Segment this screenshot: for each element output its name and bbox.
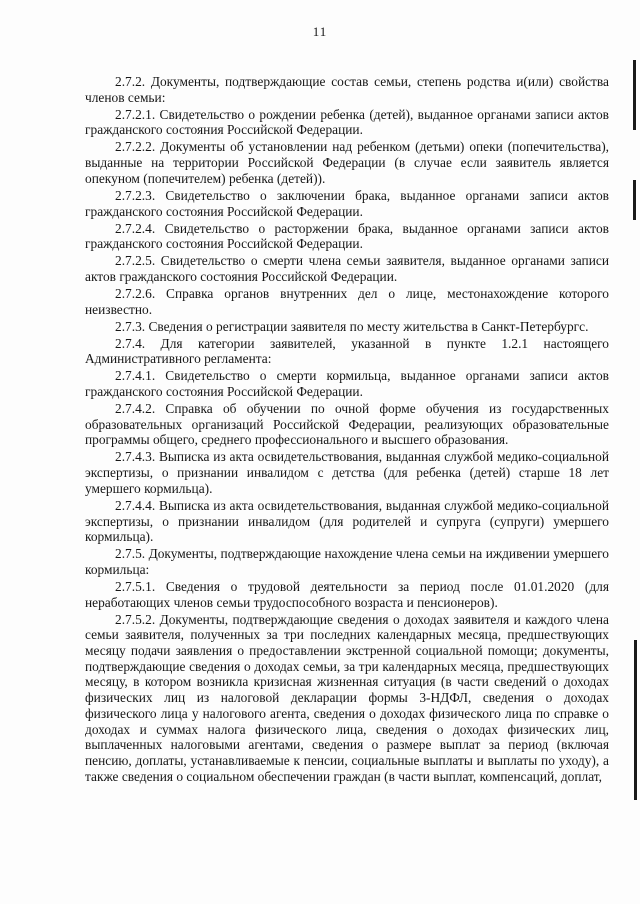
scan-edge-mark bbox=[633, 180, 636, 220]
paragraph: 2.7.2. Документы, подтверждающие состав семьи, степень родства и(или) свойства членов семьи: bbox=[85, 74, 609, 105]
paragraph: 2.7.5.2. Документы, подтверждающие сведения о доходах заявителя и каждого члена семьи заявителя, полученных за три последних календарных месяца, предшествующих месяцу подачи заявления о предоставлении экстренной социальной помощи; документы, подтверждающие сведения о доходах семьи, за три календарных месяца, предшествующих месяцу, в котором возникла кризисная жизненная ситуация (в части сведений о доходах физических лиц из налоговой декларации формы 3-НДФЛ, сведения о доходах физического лица у налогового агента, сведения о доходах физического лица по справке о доходах и суммах налога физического лица, сведения о доходах физических лиц, выплаченных налоговыми агентами, сведения о размере выплат за период (включая пенсию, доплаты, устанавливаемые к пенсии, социальные выплаты и выплаты по уходу), а также сведения о социальном обеспечении граждан (в части выплат, компенсаций, доплат, bbox=[85, 611, 609, 784]
paragraph: 2.7.2.4. Свидетельство о расторжении брака, выданное органами записи актов гражданского состояния Российской Федерации. bbox=[85, 220, 609, 252]
paragraph: 2.7.4.3. Выписка из акта освидетельствования, выданная службой медико-социальной экспертизы, о признании инвалидом с детства (для ребенка (детей) старше 18 лет умершего кормильца). bbox=[85, 449, 609, 496]
paragraph: 2.7.4.4. Выписка из акта освидетельствования, выданная службой медико-социальной экспертизы, о признании инвалидом (для родителей и супруга (супруги) умершего кормильца). bbox=[85, 497, 609, 545]
paragraph: 2.7.4.2. Справка об обучении по очной форме обучения из государственных образовательных организаций Российской Федерации, реализующих образовательные программы общего, среднего профессионального и высшего образования. bbox=[85, 401, 609, 448]
paragraph: 2.7.2.5. Свидетельство о смерти члена семьи заявителя, выданное органами записи актов гражданского состояния Российской Федерации. bbox=[85, 253, 609, 284]
paragraph: 2.7.5.1. Сведения о трудовой деятельности за период после 01.01.2020 (для неработающих членов семьи трудоспособного возраста и пенсионеров). bbox=[85, 578, 609, 610]
paragraph: 2.7.2.1. Свидетельство о рождении ребенка (детей), выданное органами записи актов гражданского состояния Российской Федерации. bbox=[85, 106, 609, 138]
paragraph: 2.7.2.6. Справка органов внутренних дел о лице, местонахождение которого неизвестно. bbox=[85, 285, 609, 317]
paragraph: 2.7.4.1. Свидетельство о смерти кормильца, выданное органами записи актов гражданского состояния Российской Федерации. bbox=[85, 368, 609, 400]
scan-edge-mark bbox=[633, 60, 636, 130]
scan-edge-mark bbox=[634, 640, 637, 800]
paragraph: 2.7.5. Документы, подтверждающие нахождение члена семьи на иждивении умершего кормильца: bbox=[85, 546, 609, 577]
paragraph: 2.7.2.3. Свидетельство о заключении брака, выданное органами записи актов гражданского состояния Российской Федерации. bbox=[85, 187, 609, 219]
page-number: 11 bbox=[312, 24, 328, 39]
paragraph: 2.7.2.2. Документы об установлении над ребенком (детьми) опеки (попечительства), выданные на территории Российской Федерации (в случае если заявитель является опекуном (попечителем) ребенка (детей)). bbox=[85, 139, 609, 186]
paragraph: 2.7.3. Сведения о регистрации заявителя по месту жительства в Санкт-Петербургс. bbox=[115, 318, 589, 334]
paragraph: 2.7.4. Для категории заявителей, указанной в пункте 1.2.1 настоящего Административного регламента: bbox=[85, 335, 609, 367]
document-body bbox=[85, 74, 609, 786]
